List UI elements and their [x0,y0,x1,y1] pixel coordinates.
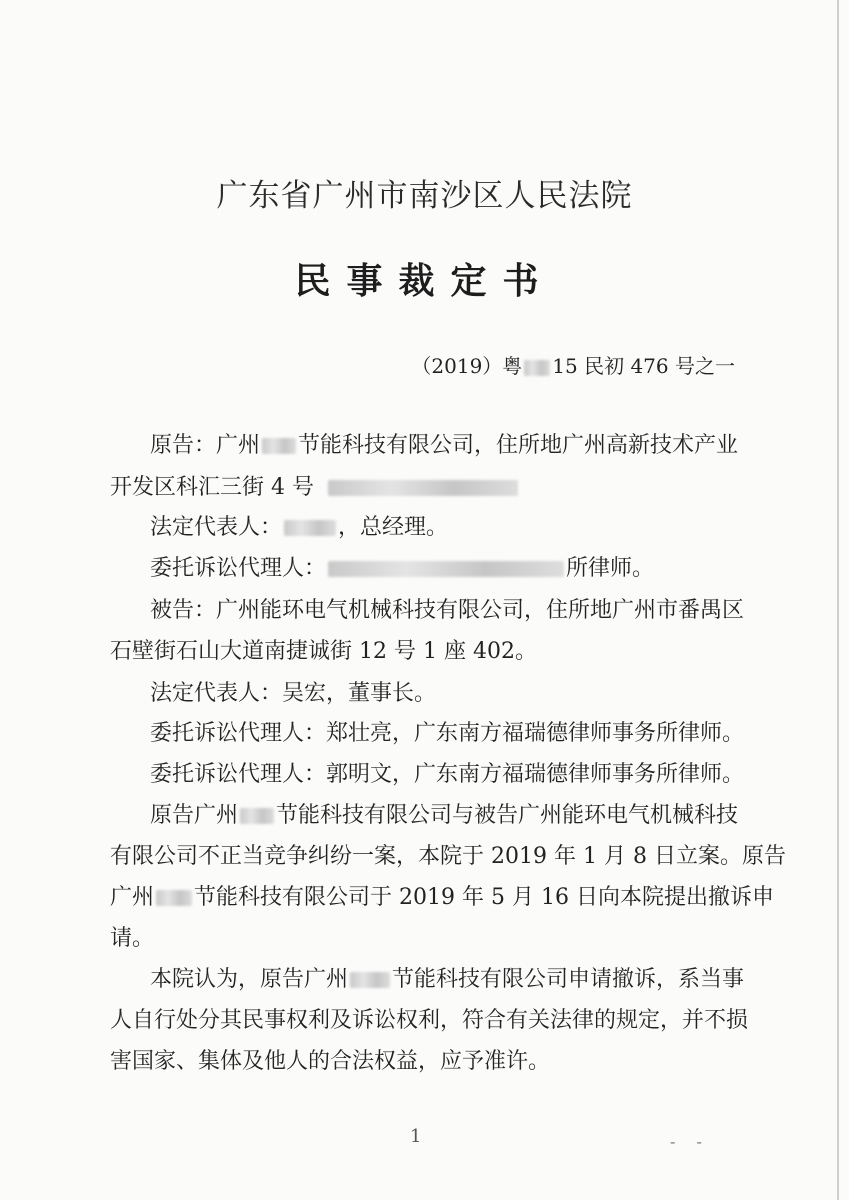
plaintiff-rest: 节能科技有限公司，住所地广州高新技术产业 [298,433,739,458]
redaction-mark [350,972,390,988]
case-number-suffix: 15 民初 476 号之一 [552,354,735,378]
ruling-line-1 [150,962,744,993]
defendant-line-2: 石壁街石山大道南捷诚街 12 号 1 座 402。 [110,639,537,664]
plaintiff-rep-line [150,510,448,541]
facts-text-d: 节能科技有限公司于 2019 年 5 月 16 日向本院提出撤诉申 [194,885,774,910]
redaction-mark [328,480,518,496]
redaction-mark [262,438,296,454]
plaintiff-line-2 [110,470,520,501]
ruling-text-b: 节能科技有限公司申请撤诉，系当事 [392,967,745,992]
ruling-text-a: 本院认为，原告广州 [150,967,349,992]
ruling-line-2: 人自行处分其民事权利及诉讼权利，符合有关法律的规定，并不损 [110,1008,749,1033]
defendant-line-1: 被告：广州能环电气机械科技有限公司，住所地广州市番禺区 [150,598,745,623]
redaction-mark [156,890,192,906]
redaction-mark [328,561,564,577]
defendant-agent-2: 委托诉讼代理人：郭明文，广东南方福瑞德律师事务所律师。 [150,762,745,787]
case-number-prefix: （2019）粤 [411,354,523,378]
footer-mark: - - [670,1132,710,1151]
facts-line-4: 请。 [110,926,155,951]
redaction-mark [240,808,274,824]
plaintiff-agent-line [150,551,654,582]
defendant-agent-1: 委托诉讼代理人：郑壮亮，广东南方福瑞德律师事务所律师。 [150,721,745,746]
facts-text-a: 原告广州 [150,803,239,828]
plaintiff-agent-suffix: 所律师。 [566,556,655,581]
court-name: 广东省广州市南沙区人民法院 [216,178,633,214]
page-number: 1 [410,1126,422,1147]
facts-line-3 [110,880,774,911]
plaintiff-label: 原告：广州 [150,433,261,458]
redaction-mark [284,520,336,536]
case-number [411,350,735,379]
ruling-line-3: 害国家、集体及他人的合法权益，应予准许。 [110,1049,551,1074]
facts-line-2: 有限公司不正当竞争纠纷一案，本院于 2019 年 1 月 8 日立案。原告 [110,844,786,869]
plaintiff-rep-label: 法定代表人： [150,515,283,540]
facts-text-c: 广州 [110,885,155,910]
plaintiff-rep-suffix: ，总经理。 [338,515,449,540]
facts-line-1 [150,798,738,829]
defendant-rep-line: 法定代表人：吴宏，董事长。 [150,681,437,706]
plaintiff-address: 开发区科汇三街 4 号 [110,475,314,500]
facts-text-b: 节能科技有限公司与被告广州能环电气机械科技 [276,803,739,828]
plaintiff-line-1 [150,428,738,459]
plaintiff-agent-label: 委托诉讼代理人： [150,556,327,581]
redaction-mark [524,360,550,376]
document-title: 民事裁定书 [294,260,555,302]
